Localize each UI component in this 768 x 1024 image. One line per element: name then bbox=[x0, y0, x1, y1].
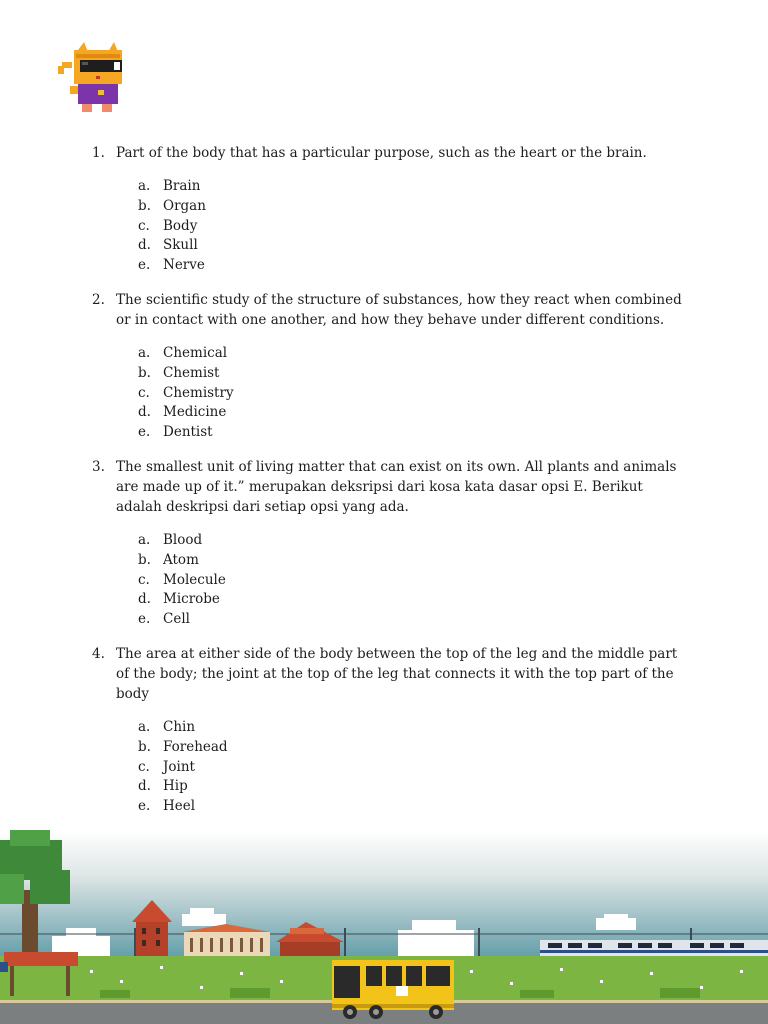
option-letter: e. bbox=[138, 257, 151, 274]
option-item bbox=[138, 344, 682, 364]
option-letter: b. bbox=[138, 364, 151, 381]
option-text: Dentist bbox=[163, 424, 213, 441]
option-letter: a. bbox=[138, 344, 151, 361]
question-item bbox=[92, 457, 682, 630]
option-text: Skull bbox=[163, 237, 198, 254]
option-letter: d. bbox=[138, 778, 151, 795]
question-text: The area at either side of the body between the top of the leg and the middle part of the body; the joint at the top of the leg that connects it with the top part of the body bbox=[116, 645, 678, 702]
option-item bbox=[138, 384, 682, 404]
option-item bbox=[138, 423, 682, 443]
option-item bbox=[138, 610, 682, 630]
option-text: Chin bbox=[163, 718, 196, 735]
option-letter: e. bbox=[138, 424, 151, 441]
question-number: 4. bbox=[92, 645, 105, 662]
question-number: 2. bbox=[92, 291, 105, 308]
option-item bbox=[138, 797, 682, 817]
option-text: Blood bbox=[163, 531, 203, 548]
option-letter: b. bbox=[138, 738, 151, 755]
option-letter: c. bbox=[138, 571, 150, 588]
option-item bbox=[138, 217, 682, 237]
option-letter: c. bbox=[138, 217, 150, 234]
train bbox=[540, 940, 768, 956]
option-item bbox=[138, 364, 682, 384]
option-item bbox=[138, 738, 682, 758]
city-scenery-illustration bbox=[0, 830, 768, 1024]
option-letter: a. bbox=[138, 718, 151, 735]
question-item bbox=[92, 143, 682, 276]
option-item bbox=[138, 571, 682, 591]
option-letter: a. bbox=[138, 531, 151, 548]
option-list bbox=[92, 344, 682, 443]
option-item bbox=[138, 531, 682, 551]
option-item bbox=[138, 590, 682, 610]
question-item bbox=[92, 290, 682, 443]
question-text: The smallest unit of living matter that can exist on its own. All plants and animals are made up of it.” merupakan deksripsi dari kosa kata dasar opsi E. Berikut adalah deskripsi dari setiap opsi yang ada. bbox=[116, 458, 677, 515]
option-item bbox=[138, 758, 682, 778]
option-list bbox=[92, 718, 682, 817]
option-item bbox=[138, 197, 682, 217]
option-letter: d. bbox=[138, 591, 151, 608]
option-letter: d. bbox=[138, 237, 151, 254]
option-item bbox=[138, 777, 682, 797]
question-number: 1. bbox=[92, 145, 105, 161]
option-letter: d. bbox=[138, 404, 151, 421]
option-item bbox=[138, 256, 682, 276]
option-text: Medicine bbox=[163, 404, 227, 421]
option-text: Forehead bbox=[163, 738, 228, 755]
option-item bbox=[138, 551, 682, 571]
option-letter: c. bbox=[138, 758, 150, 775]
option-item bbox=[138, 718, 682, 738]
option-letter: e. bbox=[138, 798, 151, 815]
option-list bbox=[92, 531, 682, 630]
question-number: 3. bbox=[92, 458, 105, 475]
option-letter: b. bbox=[138, 197, 151, 214]
option-text: Microbe bbox=[163, 591, 220, 608]
option-text: Atom bbox=[163, 551, 199, 568]
option-letter: c. bbox=[138, 384, 150, 401]
option-letter: a. bbox=[138, 178, 151, 194]
option-text: Body bbox=[163, 217, 198, 234]
option-text: Heel bbox=[163, 798, 196, 815]
option-text: Brain bbox=[163, 178, 201, 194]
option-item bbox=[138, 236, 682, 256]
option-item bbox=[138, 177, 682, 197]
question-text: The scientific study of the structure of substances, how they react when combined or in contact with one another, and how they behave under different conditions. bbox=[116, 291, 682, 328]
cat-mascot-icon bbox=[56, 40, 128, 116]
question-list bbox=[92, 143, 682, 831]
option-letter: e. bbox=[138, 611, 151, 628]
option-text: Molecule bbox=[163, 571, 226, 588]
option-text: Hip bbox=[163, 778, 188, 795]
option-text: Joint bbox=[163, 758, 195, 775]
option-text: Nerve bbox=[163, 257, 205, 274]
option-text: Organ bbox=[163, 197, 206, 214]
option-letter: b. bbox=[138, 551, 151, 568]
option-text: Cell bbox=[163, 611, 190, 628]
question-text: Part of the body that has a particular purpose, such as the heart or the brain. bbox=[116, 145, 647, 161]
question-item bbox=[92, 644, 682, 817]
option-text: Chemical bbox=[163, 344, 228, 361]
option-item bbox=[138, 403, 682, 423]
option-text: Chemist bbox=[163, 364, 220, 381]
option-list bbox=[92, 177, 682, 276]
option-text: Chemistry bbox=[163, 384, 234, 401]
